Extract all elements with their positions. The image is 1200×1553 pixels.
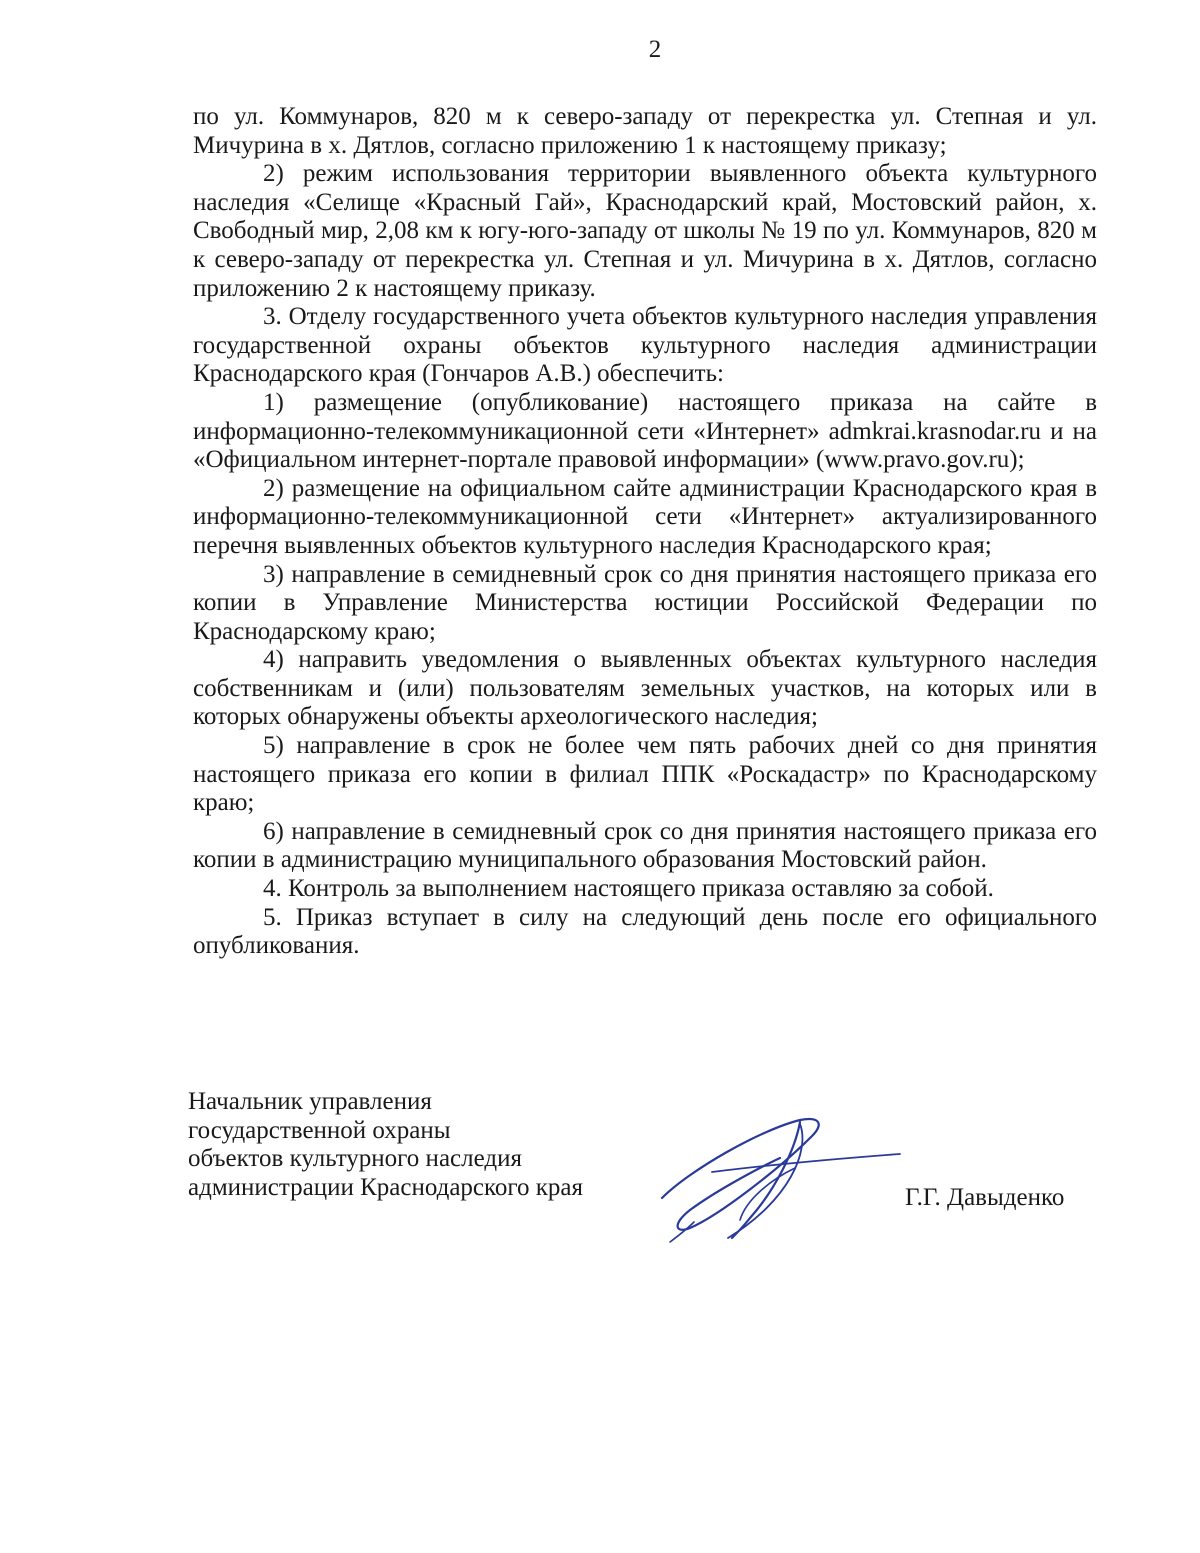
paragraph-item-3: 3. Отделу государственного учета объектов культурного наследия управления государственной охраны объектов культурного наследия администрации Краснодарского края (Гончаров А.В.) обеспечить: [193, 303, 1097, 388]
paragraph-item-4: 4. Контроль за выполнением настоящего приказа оставляю за собой. [263, 875, 994, 903]
position-line: Начальник управления [188, 1088, 432, 1115]
signatory-position [188, 1088, 583, 1202]
paragraph-item-5: 5. Приказ вступает в силу на следующий день после его официального опубликования. [193, 903, 1097, 960]
handwritten-signature [650, 1110, 910, 1250]
order-body [193, 103, 1097, 961]
page-number: 2 [648, 36, 662, 63]
position-line: администрации Краснодарского края [188, 1173, 584, 1201]
position-line: государственной охраны [188, 1116, 451, 1144]
paragraph-item-3-1: 1) размещение (опубликование) настоящего приказа на сайте в информационно-телекоммуникационной сети «Интернет» admkrai.krasnodar.ru и на «Официальном интернет-портале правовой информации» (www.pravo.gov.ru); [193, 388, 1097, 474]
paragraph-item-3-6: 6) направление в семидневный срок со дня принятия настоящего приказа его копии в администрацию муниципального образования Мостовский район. [193, 817, 1097, 874]
paragraph-item-3-3: 3) направление в семидневный срок со дня принятия настоящего приказа его копии в Управление Министерства юстиции Российской Федерации по Краснодарскому краю; [193, 560, 1097, 645]
signer-name: Г.Г. Давыденко [905, 1184, 1065, 1211]
paragraph-continuation: по ул. Коммунаров, 820 м к северо-западу от перекрестка ул. Степная и ул. Мичурина в х. Дятлов, согласно приложению 1 к настоящему приказу; [193, 103, 1097, 159]
position-line: объектов культурного наследия [188, 1145, 522, 1173]
paragraph-item-3-4: 4) направить уведомления о выявленных объектах культурного наследия собственникам и (или) пользователям земельных участков, на которых или в которых обнаружены объекты археологического наследия; [193, 646, 1097, 731]
paragraph-regime-clause: 2) режим использования территории выявленного объекта культурного наследия «Селище «Красный Гай», Краснодарский край, Мостовский район, х. Свободный мир, 2,08 км к югу-юго-западу от школы № 19 по ул. Коммунаров, 820 м к северо-западу от перекрестка ул. Степная и ул. Мичурина в х. Дятлов, согласно приложению 2 к настоящему приказу. [193, 160, 1097, 302]
paragraph-item-3-2: 2) размещение на официальном сайте администрации Краснодарского края в информационно-телекоммуникационной сети «Интернет» актуализированного перечня выявленных объектов культурного наследия Краснодарского края; [193, 474, 1097, 559]
paragraph-item-3-5: 5) направление в срок не более чем пять рабочих дней со дня принятия настоящего приказа его копии в филиал ППК «Роскадастр» по Краснодарскому краю; [193, 732, 1097, 817]
